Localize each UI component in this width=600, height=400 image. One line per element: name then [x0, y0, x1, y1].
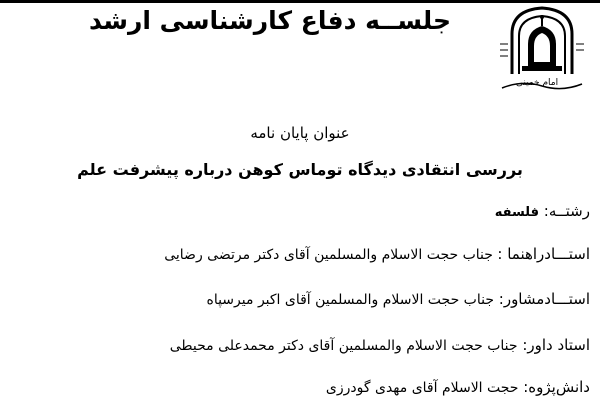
field-label: رشتــه: — [539, 202, 590, 220]
advisor-line — [10, 290, 590, 308]
student-label: دانش‌پژوه: — [518, 378, 590, 396]
institution-logo — [492, 4, 592, 92]
thesis-subject-label: عنوان پایان نامه — [250, 124, 350, 142]
logo-caption: امام خمینی — [515, 78, 559, 88]
student-line — [10, 378, 590, 396]
field-line — [10, 202, 590, 220]
advisor-value: جناب حجت الاسلام والمسلمین آقای اکبر میرسپاه — [206, 292, 494, 308]
field-value: فلسفه — [494, 205, 539, 220]
thesis-title: بررسی انتقادی دیدگاه توماس کوهن درباره پیشرفت علم — [77, 160, 523, 179]
page-title: جلســه دفاع کارشناسی ارشد — [88, 6, 452, 35]
supervisor-value: جناب حجت الاسلام والمسلمین آقای دکتر مرتضی رضایی — [164, 247, 493, 263]
advisor-label: استـــادمشاور: — [494, 290, 590, 308]
referee-label: استاد داور: — [517, 336, 590, 354]
referee-value: جناب حجت الاسلام والمسلمین آقای دکتر محمدعلی محیطی — [169, 338, 518, 354]
supervisor-label: استـــادراهنما : — [497, 245, 590, 263]
header — [0, 0, 600, 100]
student-value: حجت الاسلام آقای مهدی گودرزی — [325, 380, 519, 396]
referee-line — [10, 336, 590, 354]
supervisor-line — [10, 245, 590, 263]
